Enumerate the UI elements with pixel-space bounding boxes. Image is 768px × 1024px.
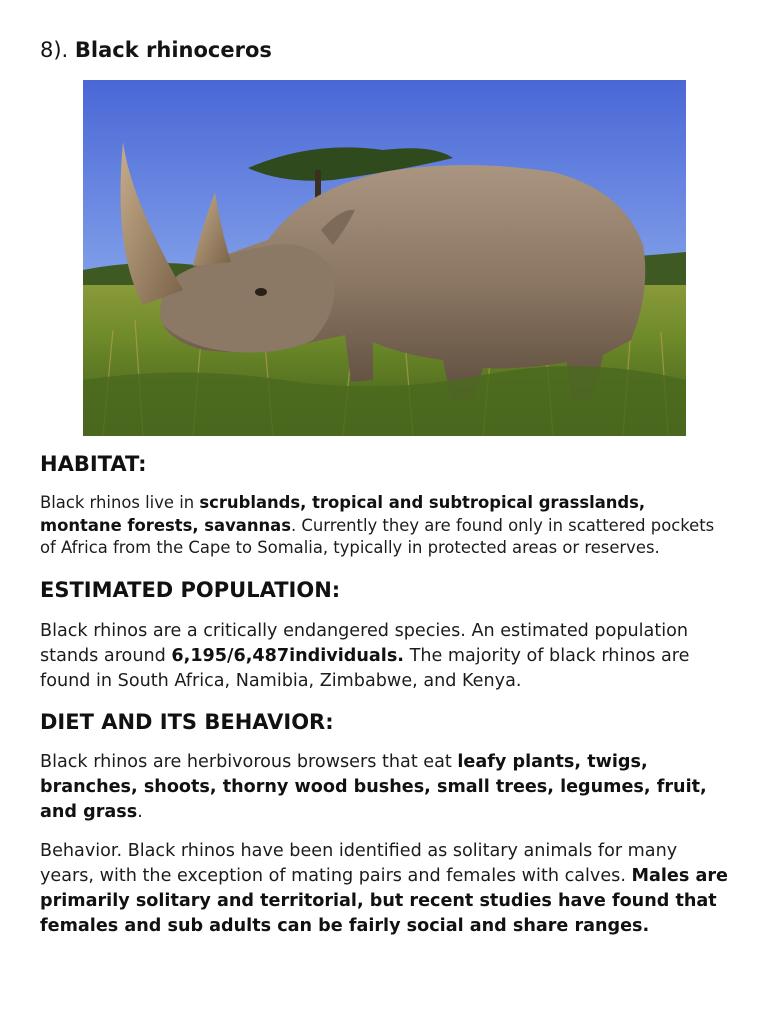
diet-heading: DIET AND ITS BEHAVIOR: (40, 710, 334, 734)
habitat-heading: HABITAT: (40, 452, 147, 476)
title-number: 8). (40, 38, 69, 62)
rhino-photo (83, 80, 686, 436)
habitat-paragraph: Black rhinos live in scrublands, tropical and subtropical grasslands, montane forests, savannas. Currently they are found only in scattered pockets of Africa from the Cape to Somalia, typically in protected areas or reserves. (40, 493, 715, 557)
behavior-paragraph: Behavior. Black rhinos have been identified as solitary animals for many years, with the exception of mating pairs and females with calves. Males are primarily solitary and territorial, but recent studies have found that females and sub adults can be fairly social and share ranges. (40, 841, 728, 936)
title-name: Black rhinoceros (74, 38, 272, 62)
population-heading: ESTIMATED POPULATION: (40, 578, 341, 602)
diet-paragraph: Black rhinos are herbivorous browsers that eat leafy plants, twigs, branches, shoots, thorny wood bushes, small trees, legumes, fruit, and grass. (40, 752, 707, 822)
population-paragraph: Black rhinos are a critically endangered species. An estimated population stands around 6,195/6,487individuals. The majority of black rhinos are found in South Africa, Namibia, Zimbabwe, and Kenya. (40, 621, 690, 691)
page-title (40, 37, 272, 63)
